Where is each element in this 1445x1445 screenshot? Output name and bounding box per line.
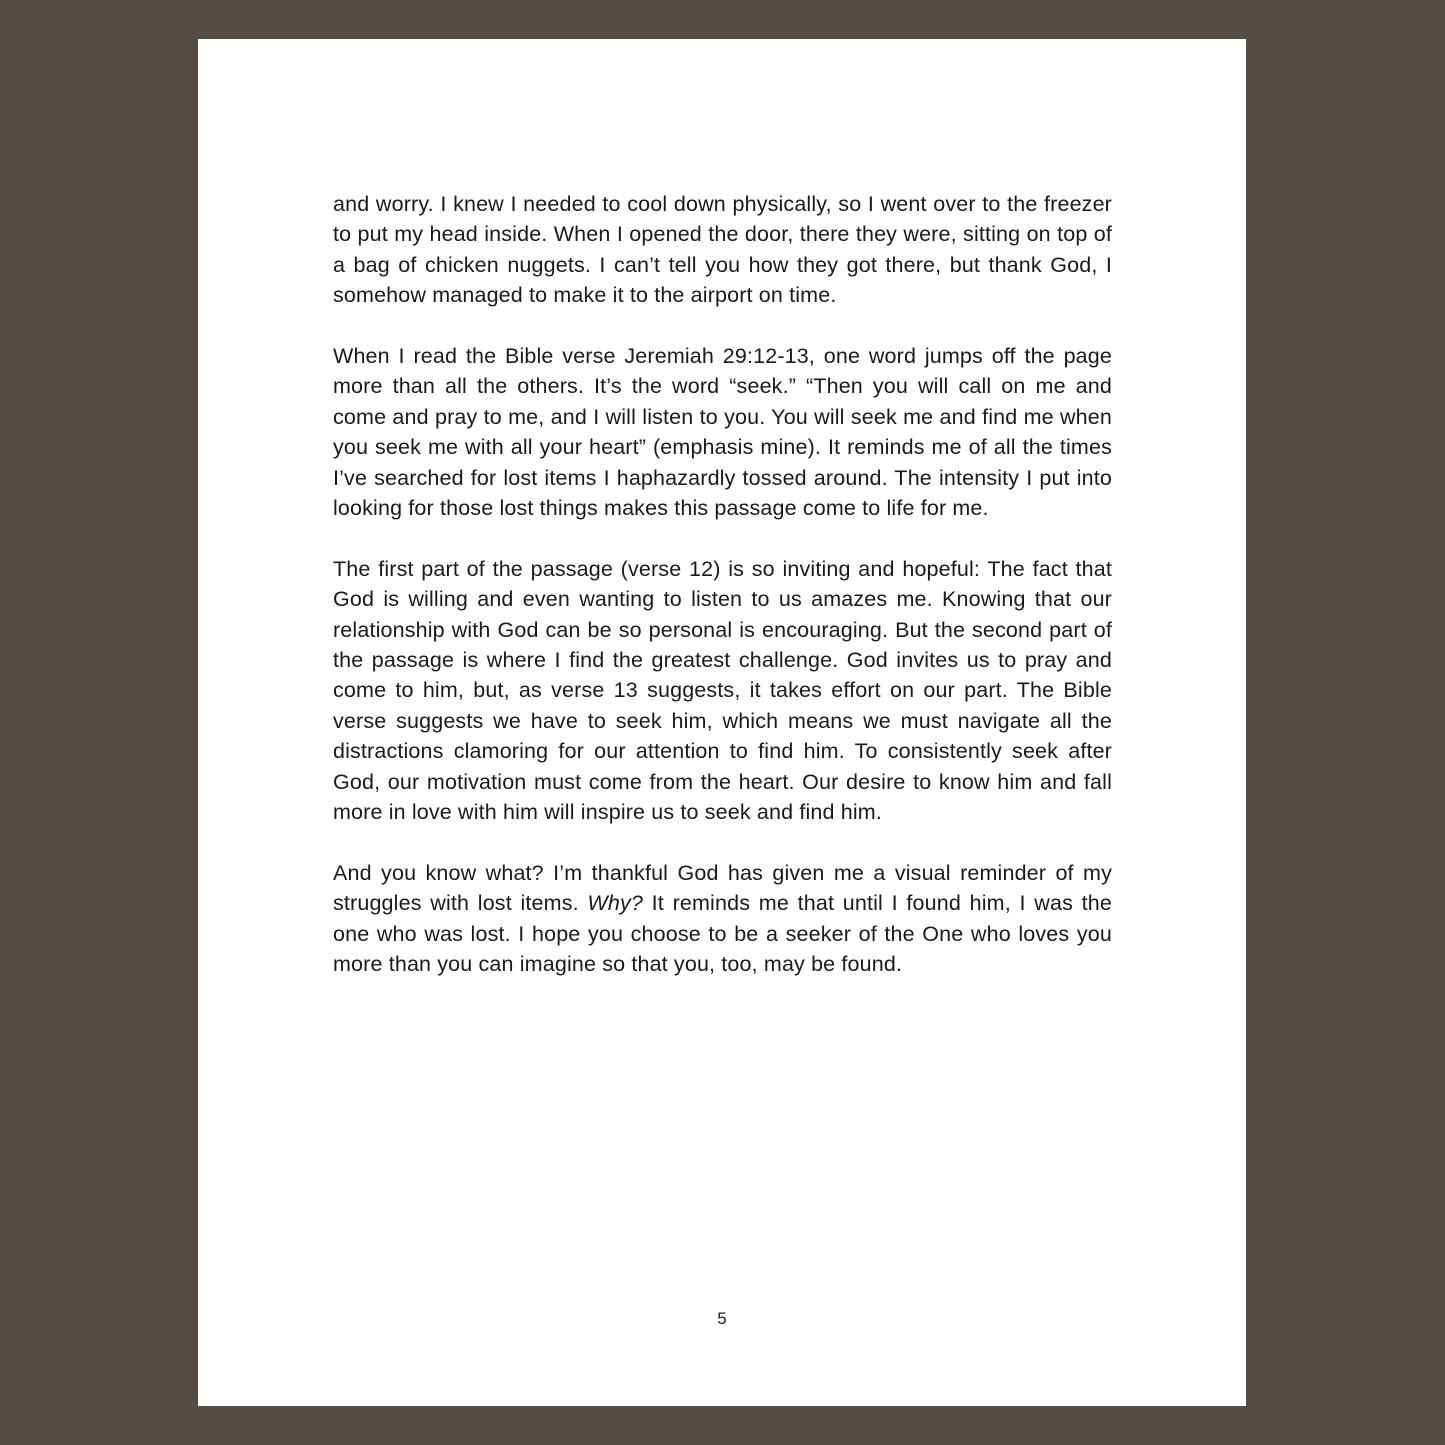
document-page — [198, 39, 1246, 1406]
paragraph-1: and worry. I knew I needed to cool down physically, so I went over to the freezer to put my head inside. When I opened the door, there they were, sitting on top of a bag of chicken nuggets. I can’t tell you how they got there, but thank God, I somehow managed to make it to the airport on time. — [333, 192, 1112, 308]
paragraph-2: When I read the Bible verse Jeremiah 29:12-13, one word jumps off the page more than all the others. It’s the word “seek.” “Then you will call on me and come and pray to me, and I will listen to you. You will seek me and find me when you seek me with all your heart” (emphasis mine). It reminds me of all the times I’ve searched for lost items I haphazardly tossed around. The intensity I put into looking for those lost things makes this passage come to life for me. — [333, 344, 1112, 521]
body-text — [333, 189, 1112, 1010]
paragraph-3: The first part of the passage (verse 12) is so inviting and hopeful: The fact that God is willing and even wanting to listen to us amazes me. Knowing that our relationship with God can be so personal is encouraging. But the second part of the passage is where I find the greatest challenge. God invites us to pray and come to him, but, as verse 13 suggests, it takes effort on our part. The Bible verse suggests we have to seek him, which means we must navigate all the distractions clamoring for our attention to find him. To consistently seek after God, our motivation must come from the heart. Our desire to know him and fall more in love with him will inspire us to seek and find him. — [333, 556, 1112, 825]
paragraph-4 — [333, 858, 1112, 980]
paragraph-4-before: And you know what? I’m thankful God has given me a visual reminder of my struggles with lost items. — [333, 860, 1112, 916]
paragraph-4-emphasis: Why? — [587, 891, 643, 916]
paragraph-4-after: It reminds me that until I found him, I was the one who was lost. I hope you choose to be a seeker of the One who loves you more than you can imagine so that you, too, may be found. — [333, 891, 1113, 977]
page-number: 5 — [717, 1309, 727, 1328]
